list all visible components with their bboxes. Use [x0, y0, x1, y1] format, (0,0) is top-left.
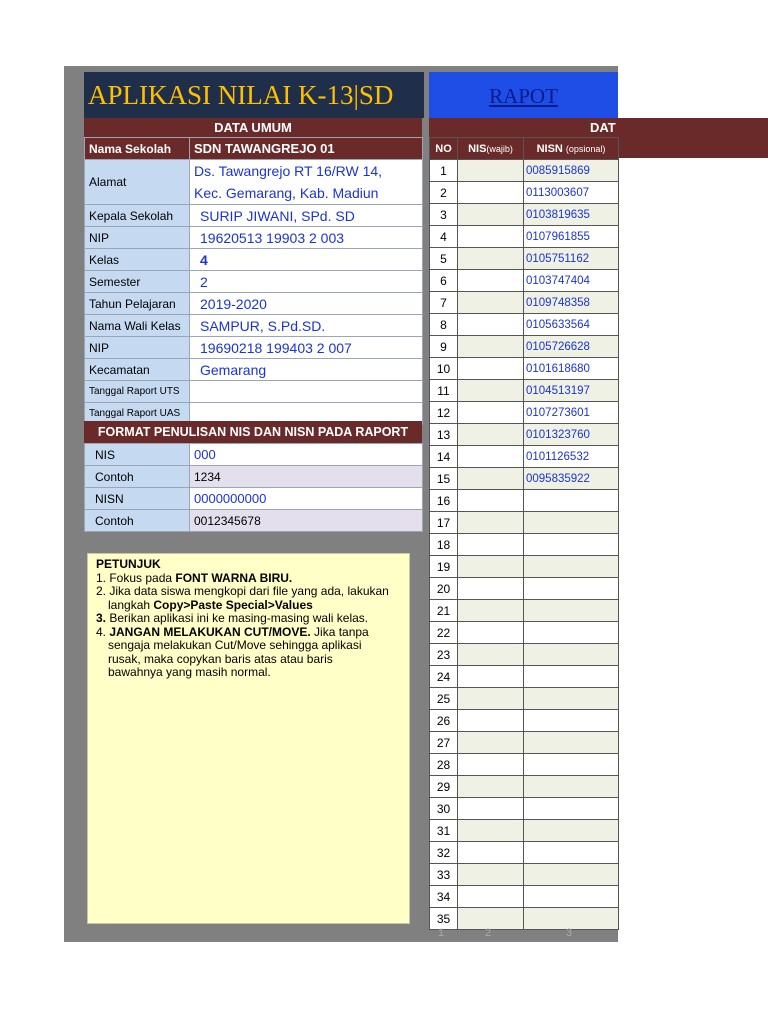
row-number: 15 [430, 468, 458, 490]
petunjuk-line-2: 2. Jika data siswa mengkopi dari file yang ada, lakukan [96, 584, 389, 598]
table-row [430, 512, 619, 534]
table-row [430, 336, 619, 358]
nis-cell[interactable] [458, 600, 524, 622]
row-number: 9 [430, 336, 458, 358]
format-nis-label: NIS [85, 444, 190, 466]
nis-cell[interactable] [458, 864, 524, 886]
table-row [430, 380, 619, 402]
row-number: 11 [430, 380, 458, 402]
table-row [430, 314, 619, 336]
petunjuk-line-4d: bawahnya yang masih normal. [108, 665, 271, 679]
table-row [430, 490, 619, 512]
row-number: 28 [430, 754, 458, 776]
kelas-value[interactable]: 4 [190, 249, 423, 271]
row-number: 27 [430, 732, 458, 754]
rapot-link[interactable]: RAPOT [489, 84, 558, 108]
row-number: 26 [430, 710, 458, 732]
table-row [430, 226, 619, 248]
nis-cell[interactable] [458, 512, 524, 534]
nis-cell[interactable] [458, 732, 524, 754]
nisn-cell[interactable]: 0101618680 [524, 358, 619, 380]
nisn-cell[interactable]: 0101323760 [524, 424, 619, 446]
row-number: 18 [430, 534, 458, 556]
row-number: 31 [430, 820, 458, 842]
nip-kepsek-label: NIP [85, 227, 190, 249]
kelas-label: Kelas [85, 249, 190, 271]
nisn-cell[interactable] [524, 776, 619, 798]
nisn-cell[interactable]: 0103747404 [524, 270, 619, 292]
format-nis-contoh-value: 1234 [190, 466, 423, 488]
nis-cell[interactable] [458, 182, 524, 204]
nis-cell[interactable] [458, 710, 524, 732]
nis-cell[interactable] [458, 446, 524, 468]
petunjuk-line-4c: rusak, maka copykan baris atas atau baris [108, 651, 333, 666]
nisn-cell[interactable] [524, 666, 619, 688]
row-number: 13 [430, 424, 458, 446]
nis-cell[interactable] [458, 490, 524, 512]
nip-wali-value[interactable]: 19690218 199403 2 007 [190, 337, 423, 359]
col-no-header: NO [430, 138, 458, 160]
nip-kepsek-value[interactable]: 19620513 19903 2 003 [190, 227, 423, 249]
format-nisn-label: NISN [85, 488, 190, 510]
row-number: 22 [430, 622, 458, 644]
row-number: 34 [430, 886, 458, 908]
format-nis-value[interactable]: 000 [190, 444, 423, 466]
nisn-cell[interactable] [524, 886, 619, 908]
row-number: 2 [430, 182, 458, 204]
nisn-cell[interactable] [524, 842, 619, 864]
column-numbers [429, 926, 618, 942]
format-nisn-contoh-label: Contoh [85, 510, 190, 532]
table-row [430, 842, 619, 864]
nis-cell[interactable] [458, 534, 524, 556]
petunjuk-note [87, 553, 410, 924]
nisn-cell[interactable] [524, 754, 619, 776]
nis-cell[interactable] [458, 336, 524, 358]
nis-cell[interactable] [458, 578, 524, 600]
nip-wali-label: NIP [85, 337, 190, 359]
nis-cell[interactable] [458, 314, 524, 336]
petunjuk-line-1: 1. Fokus pada FONT WARNA BIRU. [96, 570, 293, 585]
row-number: 33 [430, 864, 458, 886]
nis-cell[interactable] [458, 204, 524, 226]
nisn-cell[interactable]: 0104513197 [524, 380, 619, 402]
row-number: 21 [430, 600, 458, 622]
col-nis-header: NIS(wajib) [458, 138, 524, 160]
row-number: 14 [430, 446, 458, 468]
alamat-label: Alamat [85, 160, 190, 205]
table-row [430, 688, 619, 710]
nisn-cell[interactable] [524, 688, 619, 710]
wali-kelas-value[interactable]: SAMPUR, S.Pd.SD. [190, 315, 423, 337]
table-row [430, 402, 619, 424]
rapot-link-cell[interactable] [429, 72, 618, 118]
nisn-cell[interactable]: 0105726628 [524, 336, 619, 358]
row-number: 19 [430, 556, 458, 578]
nisn-cell[interactable]: 0113003607 [524, 182, 619, 204]
kepala-sekolah-value[interactable]: SURIP JIWANI, SPd. SD [190, 205, 423, 227]
nisn-cell[interactable]: 0107273601 [524, 402, 619, 424]
alamat-value[interactable]: Ds. Tawangrejo RT 16/RW 14, Kec. Gemarang, Kab. Madiun [190, 160, 423, 205]
table-row [430, 556, 619, 578]
nisn-cell[interactable] [524, 644, 619, 666]
nis-cell[interactable] [458, 160, 524, 182]
table-row [430, 864, 619, 886]
petunjuk-line-2b: langkah Copy>Paste Special>Values [108, 597, 313, 612]
nisn-cell[interactable]: 0085915869 [524, 160, 619, 182]
petunjuk-line-4: 4. JANGAN MELAKUKAN CUT/MOVE. Jika tanpa [96, 624, 369, 639]
nisn-cell[interactable]: 0105751162 [524, 248, 619, 270]
tanggal-uts-value[interactable] [190, 381, 423, 403]
nisn-cell[interactable] [524, 578, 619, 600]
data-umum-header: DATA UMUM [84, 118, 422, 137]
nis-cell[interactable] [458, 424, 524, 446]
nisn-cell[interactable] [524, 534, 619, 556]
nisn-cell[interactable]: 0105633564 [524, 314, 619, 336]
semester-label: Semester [85, 271, 190, 293]
tahun-pelajaran-value[interactable]: 2019-2020 [190, 293, 423, 315]
column-number-1: 1 [438, 927, 445, 939]
nis-cell[interactable] [458, 644, 524, 666]
nisn-cell[interactable] [524, 820, 619, 842]
tanggal-uts-label: Tanggal Raport UTS [85, 381, 190, 403]
row-number: 1 [430, 160, 458, 182]
table-row [430, 446, 619, 468]
column-number-3: 3 [566, 927, 573, 939]
row-number: 4 [430, 226, 458, 248]
nisn-cell[interactable] [524, 622, 619, 644]
row-number: 16 [430, 490, 458, 512]
nis-cell[interactable] [458, 358, 524, 380]
nisn-cell[interactable]: 0101126532 [524, 446, 619, 468]
nis-cell[interactable] [458, 754, 524, 776]
row-number: 32 [430, 842, 458, 864]
nis-cell[interactable] [458, 666, 524, 688]
row-number: 25 [430, 688, 458, 710]
table-row [430, 754, 619, 776]
nis-cell[interactable] [458, 380, 524, 402]
table-row [430, 820, 619, 842]
nis-cell[interactable] [458, 270, 524, 292]
nisn-cell[interactable] [524, 600, 619, 622]
kepala-sekolah-label: Kepala Sekolah [85, 205, 190, 227]
table-row [430, 666, 619, 688]
nis-cell[interactable] [458, 798, 524, 820]
row-number: 3 [430, 204, 458, 226]
petunjuk-title: PETUNJUK [96, 557, 161, 571]
nis-cell[interactable] [458, 622, 524, 644]
table-row [430, 160, 619, 182]
table-row [430, 358, 619, 380]
nis-cell[interactable] [458, 820, 524, 842]
tanggal-uas-label: Tanggal Raport UAS [85, 403, 190, 425]
school-name-label: Nama Sekolah [85, 138, 190, 160]
nis-cell[interactable] [458, 886, 524, 908]
nis-cell[interactable] [458, 402, 524, 424]
row-number: 29 [430, 776, 458, 798]
data-umum-table [84, 137, 423, 425]
kecamatan-label: Kecamatan [85, 359, 190, 381]
row-number: 17 [430, 512, 458, 534]
school-name-value[interactable]: SDN TAWANGREJO 01 [190, 138, 423, 160]
table-row [430, 776, 619, 798]
student-table-header [430, 138, 619, 160]
column-number-2: 2 [485, 927, 492, 939]
table-row [430, 292, 619, 314]
row-number: 35 [430, 908, 458, 930]
nisn-cell[interactable]: 0109748358 [524, 292, 619, 314]
row-number: 5 [430, 248, 458, 270]
nisn-cell[interactable] [524, 556, 619, 578]
tahun-pelajaran-label: Tahun Pelajaran [85, 293, 190, 315]
row-number: 20 [430, 578, 458, 600]
table-row [430, 622, 619, 644]
app-title: APLIKASI NILAI K-13|SD [84, 72, 424, 118]
nisn-cell[interactable]: 0103819635 [524, 204, 619, 226]
nisn-cell[interactable]: 0107961855 [524, 226, 619, 248]
row-number: 6 [430, 270, 458, 292]
nis-cell[interactable] [458, 468, 524, 490]
nisn-cell[interactable] [524, 732, 619, 754]
table-row [430, 182, 619, 204]
nis-cell[interactable] [458, 556, 524, 578]
format-table [84, 443, 423, 532]
nisn-cell[interactable] [524, 490, 619, 512]
nisn-cell[interactable] [524, 710, 619, 732]
format-nis-contoh-label: Contoh [85, 466, 190, 488]
row-number: 24 [430, 666, 458, 688]
format-header: FORMAT PENULISAN NIS DAN NISN PADA RAPORT [84, 421, 422, 443]
table-row [430, 732, 619, 754]
nis-cell[interactable] [458, 776, 524, 798]
table-row [430, 798, 619, 820]
row-number: 12 [430, 402, 458, 424]
table-row [430, 270, 619, 292]
table-row [430, 248, 619, 270]
semester-value[interactable]: 2 [190, 271, 423, 293]
nisn-cell[interactable]: 0095835922 [524, 468, 619, 490]
wali-kelas-label: Nama Wali Kelas [85, 315, 190, 337]
nis-cell[interactable] [458, 688, 524, 710]
table-row [430, 468, 619, 490]
petunjuk-line-4b: sengaja melakukan Cut/Move sehingga aplikasi [108, 638, 362, 652]
table-row [430, 644, 619, 666]
table-row [430, 886, 619, 908]
table-row [430, 710, 619, 732]
nis-cell[interactable] [458, 292, 524, 314]
table-row [430, 534, 619, 556]
col-nisn-header: NISN (opsional) [524, 138, 619, 160]
nis-cell[interactable] [458, 248, 524, 270]
petunjuk-line-3: 3. Berikan aplikasi ini ke masing-masing wali kelas. [96, 611, 369, 625]
row-number: 23 [430, 644, 458, 666]
kecamatan-value[interactable]: Gemarang [190, 359, 423, 381]
table-row [430, 424, 619, 446]
nisn-cell[interactable] [524, 512, 619, 534]
data-siswa-header: DAT [429, 118, 768, 137]
table-row [430, 204, 619, 226]
row-number: 10 [430, 358, 458, 380]
format-nisn-contoh-value: 0012345678 [190, 510, 423, 532]
format-nisn-value[interactable]: 0000000000 [190, 488, 423, 510]
nisn-cell[interactable] [524, 864, 619, 886]
nis-cell[interactable] [458, 226, 524, 248]
table-row [430, 600, 619, 622]
row-number: 30 [430, 798, 458, 820]
nisn-cell[interactable] [524, 798, 619, 820]
student-table [429, 137, 619, 930]
nis-cell[interactable] [458, 842, 524, 864]
row-number: 8 [430, 314, 458, 336]
header-strip [618, 137, 768, 158]
table-row [430, 578, 619, 600]
row-number: 7 [430, 292, 458, 314]
